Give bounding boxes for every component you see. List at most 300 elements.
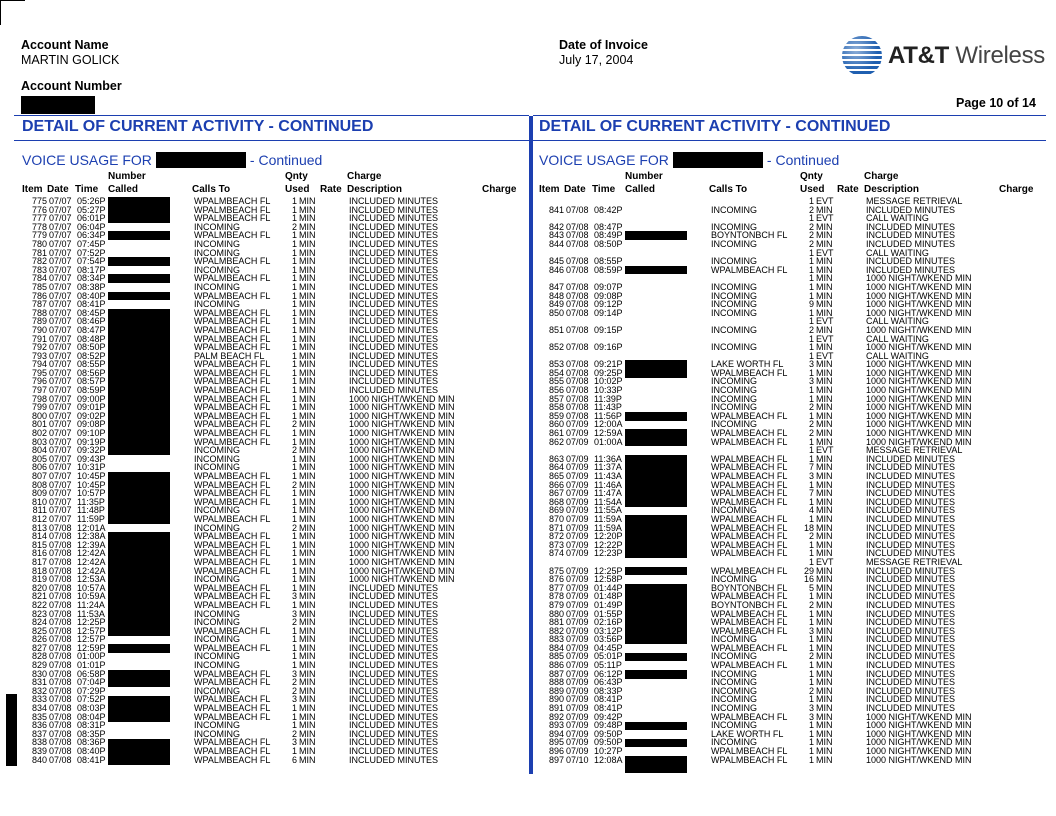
cell-unit: MIN xyxy=(299,221,316,232)
phone-number-redacted xyxy=(625,756,687,773)
cell-time: 12:01A xyxy=(77,522,106,533)
cell-desc: INCLUDED MINUTES xyxy=(349,367,439,378)
cell-time: 09:50P xyxy=(594,728,623,739)
cell-desc: INCLUDED MINUTES xyxy=(349,634,439,645)
cell-time: 08:35P xyxy=(77,728,106,739)
cell-date: 07/08 xyxy=(49,634,72,645)
cell-unit: MIN xyxy=(816,376,833,387)
cell-item: 853 xyxy=(548,359,564,370)
cell-date: 07/07 xyxy=(49,488,72,499)
cell-item: 867 xyxy=(548,488,564,499)
cell-date: 07/08 xyxy=(49,720,72,731)
cell-time: 01:00A xyxy=(594,436,623,447)
cell-unit: MIN xyxy=(299,385,316,396)
cell-time: 09:43P xyxy=(77,453,106,464)
cell-unit: MIN xyxy=(816,703,833,714)
cell-to: INCOMING xyxy=(711,393,757,404)
cell-unit: MIN xyxy=(299,703,316,714)
cell-unit: MIN xyxy=(816,256,833,267)
cell-time: 10:57A xyxy=(77,582,106,593)
cell-to: WPALMBEACH FL xyxy=(194,496,271,507)
cell-desc: 1000 NIGHT/WKEND MIN xyxy=(866,728,972,739)
cell-item: 810 xyxy=(31,496,47,507)
cell-qty: 1 xyxy=(291,625,297,636)
cell-to: INCOMING xyxy=(194,264,240,275)
table-row xyxy=(539,309,1039,318)
cell-to: LAKE WORTH FL xyxy=(711,359,784,370)
cell-unit: MIN xyxy=(816,436,833,447)
cell-unit: MIN xyxy=(299,333,316,344)
cell-qty: 1 xyxy=(808,754,814,765)
cell-desc: 1000 NIGHT/WKEND MIN xyxy=(866,436,972,447)
cell-time: 11:36A xyxy=(594,453,622,464)
cell-qty: 1 xyxy=(808,385,814,396)
cell-qty: 1 xyxy=(808,694,814,705)
cell-to: INCOMING xyxy=(194,247,240,258)
cell-time: 08:34P xyxy=(77,273,106,284)
cell-unit: MIN xyxy=(816,393,833,404)
cell-to: WPALMBEACH FL xyxy=(194,488,271,499)
cell-date: 07/09 xyxy=(566,660,589,671)
cell-item: 864 xyxy=(548,462,564,473)
cell-date: 07/09 xyxy=(566,471,589,481)
cell-desc: 1000 NIGHT/WKEND MIN xyxy=(866,299,972,310)
cell-desc: INCLUDED MINUTES xyxy=(349,273,439,284)
cell-qty: 2 xyxy=(808,651,814,662)
cell-desc: 1000 NIGHT/WKEND MIN xyxy=(349,419,455,430)
phone-number-redacted xyxy=(625,739,687,748)
cell-to: INCOMING xyxy=(711,737,757,748)
cell-desc: 1000 NIGHT/WKEND MIN xyxy=(349,402,455,413)
cell-date: 07/08 xyxy=(566,290,589,301)
cell-to: INCOMING xyxy=(711,651,757,662)
cell-unit: MIN xyxy=(299,496,316,507)
cell-desc: 1000 NIGHT/WKEND MIN xyxy=(866,367,972,378)
cell-date: 07/08 xyxy=(49,617,72,628)
cell-unit: MIN xyxy=(299,625,316,636)
cell-date: 07/08 xyxy=(49,746,72,756)
cell-to: WPALMBEACH FL xyxy=(194,479,271,490)
cell-time: 12:42A xyxy=(77,548,106,559)
cell-qty: 1 xyxy=(808,273,814,284)
phone-number-redacted xyxy=(108,627,170,636)
subscriber-redacted xyxy=(673,152,763,168)
cell-unit: MIN xyxy=(299,634,316,645)
cell-to: WPALMBEACH FL xyxy=(194,359,271,370)
cell-to: INCOMING xyxy=(194,445,240,456)
cell-time: 07:54P xyxy=(77,256,106,267)
cell-unit: MIN xyxy=(299,728,316,739)
cell-desc: 1000 NIGHT/WKEND MIN xyxy=(866,746,972,756)
cell-qty: 1 xyxy=(808,367,814,378)
cell-item: 883 xyxy=(548,634,564,645)
cell-desc: INCLUDED MINUTES xyxy=(349,385,439,396)
cell-desc: INCLUDED MINUTES xyxy=(866,634,956,645)
cell-unit: MIN xyxy=(299,410,316,421)
cell-unit: MIN xyxy=(299,290,316,301)
cell-item: 816 xyxy=(31,548,47,559)
cell-time: 03:12P xyxy=(594,625,623,636)
cell-item: 875 xyxy=(548,565,564,576)
cell-desc: 1000 NIGHT/WKEND MIN xyxy=(349,539,455,550)
cell-to: WPALMBEACH FL xyxy=(711,410,788,421)
cell-unit: MIN xyxy=(299,746,316,756)
cell-date: 07/08 xyxy=(566,376,589,387)
cell-to: WPALMBEACH FL xyxy=(194,711,271,722)
cell-desc: 1000 NIGHT/WKEND MIN xyxy=(866,385,972,396)
cell-qty: 1 xyxy=(291,350,297,361)
cell-desc: INCLUDED MINUTES xyxy=(349,754,439,765)
cell-qty: 1 xyxy=(291,634,297,645)
cell-item: 892 xyxy=(548,711,564,722)
invoice-date-label: Date of Invoice xyxy=(559,38,648,52)
cell-unit: MIN xyxy=(816,522,833,533)
cell-to: WPALMBEACH FL xyxy=(711,453,788,464)
cell-desc: INCLUDED MINUTES xyxy=(349,324,439,335)
cell-qty: 1 xyxy=(291,204,297,215)
cell-to: WPALMBEACH FL xyxy=(194,642,271,653)
cell-to: WPALMBEACH FL xyxy=(194,230,271,241)
cell-desc: INCLUDED MINUTES xyxy=(866,651,956,662)
cell-item: 887 xyxy=(548,668,564,679)
cell-qty: 1 xyxy=(291,556,297,567)
cell-date: 07/08 xyxy=(49,574,72,585)
cell-desc: INCLUDED MINUTES xyxy=(866,642,956,653)
cell-qty: 2 xyxy=(808,685,814,696)
cell-date: 07/08 xyxy=(49,599,72,610)
cell-item: 779 xyxy=(31,230,47,241)
cell-desc: 1000 NIGHT/WKEND MIN xyxy=(866,359,972,370)
cell-desc: 1000 NIGHT/WKEND MIN xyxy=(349,393,455,404)
cell-desc: INCLUDED MINUTES xyxy=(349,316,439,327)
cell-unit: MIN xyxy=(816,720,833,731)
cell-desc: 1000 NIGHT/WKEND MIN xyxy=(866,324,972,335)
cell-qty: 1 xyxy=(291,342,297,353)
cell-to: WPALMBEACH FL xyxy=(711,479,788,490)
cell-desc: INCLUDED MINUTES xyxy=(349,703,439,714)
cell-to: INCOMING xyxy=(194,617,240,628)
cell-item: 846 xyxy=(548,264,564,275)
cell-to: WPALMBEACH FL xyxy=(194,513,271,524)
table-row xyxy=(539,343,1039,352)
cell-date: 07/07 xyxy=(49,342,72,353)
cell-to: INCOMING xyxy=(194,221,240,232)
cell-to: WPALMBEACH FL xyxy=(194,316,271,327)
cell-time: 08:40P xyxy=(77,746,106,756)
cell-date: 07/08 xyxy=(49,548,72,559)
cell-qty: 1 xyxy=(291,548,297,559)
cell-unit: MIN xyxy=(299,445,316,456)
cell-time: 07:52P xyxy=(77,694,106,705)
globe-icon xyxy=(842,36,882,76)
cell-unit: MIN xyxy=(816,539,833,550)
cell-unit: MIN xyxy=(299,565,316,576)
cell-to: INCOMING xyxy=(194,505,240,516)
cell-desc: INCLUDED MINUTES xyxy=(866,660,956,671)
cell-qty: 1 xyxy=(291,410,297,421)
cell-time: 09:07P xyxy=(594,281,623,292)
cell-item: 798 xyxy=(31,393,47,404)
phone-number-redacted xyxy=(625,670,687,679)
cell-desc: INCLUDED MINUTES xyxy=(349,290,439,301)
cell-date: 07/07 xyxy=(49,393,72,404)
cell-qty: 2 xyxy=(291,522,297,533)
cell-to: WPALMBEACH FL xyxy=(194,668,271,679)
cell-date: 07/07 xyxy=(49,350,72,361)
cell-to: INCOMING xyxy=(711,376,757,387)
cell-time: 12:57P xyxy=(77,625,106,636)
cell-unit: MIN xyxy=(299,453,316,464)
cell-desc: INCLUDED MINUTES xyxy=(866,462,956,473)
cell-date: 07/08 xyxy=(49,642,72,653)
cell-time: 08:41P xyxy=(77,299,106,310)
cell-desc: 1000 NIGHT/WKEND MIN xyxy=(866,402,972,413)
cell-qty: 1 xyxy=(808,591,814,602)
cell-qty: 1 xyxy=(291,299,297,310)
cell-item: 872 xyxy=(548,531,564,542)
cell-time: 08:52P xyxy=(77,350,106,361)
cell-to: WPALMBEACH FL xyxy=(711,462,788,473)
cell-time: 05:27P xyxy=(77,204,106,215)
phone-number-redacted xyxy=(625,412,687,421)
cell-date: 07/09 xyxy=(566,565,589,576)
cell-unit: EVT xyxy=(816,445,834,456)
cell-qty: 2 xyxy=(291,685,297,696)
cell-qty: 2 xyxy=(291,221,297,232)
cell-qty: 2 xyxy=(808,531,814,542)
cell-date: 07/07 xyxy=(49,385,72,396)
cell-to: INCOMING xyxy=(711,694,757,705)
cell-unit: MIN xyxy=(299,471,316,481)
cell-qty: 2 xyxy=(291,445,297,456)
cell-time: 12:23P xyxy=(594,548,623,559)
cell-qty: 1 xyxy=(291,660,297,671)
cell-to: WPALMBEACH FL xyxy=(711,660,788,671)
cell-unit: MIN xyxy=(816,582,833,593)
cell-unit: MIN xyxy=(299,608,316,619)
cell-to: INCOMING xyxy=(711,324,757,335)
cell-unit: MIN xyxy=(299,522,316,533)
cell-date: 07/07 xyxy=(49,453,72,464)
cell-time: 12:59A xyxy=(594,428,623,439)
phone-number-redacted xyxy=(625,231,687,240)
cell-unit: MIN xyxy=(816,754,833,765)
cell-to: INCOMING xyxy=(711,281,757,292)
cell-time: 09:32P xyxy=(77,445,106,456)
cell-unit: MIN xyxy=(299,238,316,249)
cell-to: WPALMBEACH FL xyxy=(194,471,271,481)
cell-qty: 3 xyxy=(291,591,297,602)
cell-qty: 1 xyxy=(291,488,297,499)
cell-date: 07/07 xyxy=(49,462,72,473)
cell-to: INCOMING xyxy=(194,634,240,645)
table-row xyxy=(539,240,1039,249)
cell-item: 896 xyxy=(548,746,564,756)
phone-number-redacted xyxy=(625,266,687,275)
cell-unit: MIN xyxy=(299,513,316,524)
table-row xyxy=(539,549,1039,558)
cell-desc: INCLUDED MINUTES xyxy=(866,625,956,636)
cell-desc: 1000 NIGHT/WKEND MIN xyxy=(349,513,455,524)
cell-date: 07/08 xyxy=(49,608,72,619)
cell-date: 07/08 xyxy=(49,565,72,576)
cell-time: 10:33P xyxy=(594,385,623,396)
cell-unit: MIN xyxy=(816,462,833,473)
cell-desc: INCLUDED MINUTES xyxy=(866,238,956,249)
cell-to: INCOMING xyxy=(194,281,240,292)
cell-date: 07/08 xyxy=(49,694,72,705)
att-wireless-logo xyxy=(842,36,1045,76)
cell-time: 07:52P xyxy=(77,247,106,258)
cell-desc: INCLUDED MINUTES xyxy=(349,264,439,275)
cell-desc: INCLUDED MINUTES xyxy=(349,247,439,258)
table-row xyxy=(539,326,1039,335)
cell-to: INCOMING xyxy=(194,299,240,310)
cell-date: 07/08 xyxy=(49,754,72,765)
phone-number-redacted xyxy=(108,274,170,283)
cell-desc: INCLUDED MINUTES xyxy=(349,599,439,610)
cell-time: 06:01P xyxy=(77,213,106,224)
cell-qty: 1 xyxy=(808,720,814,731)
cell-item: 782 xyxy=(31,256,47,267)
account-name-label: Account Name xyxy=(21,38,109,52)
cell-to: WPALMBEACH FL xyxy=(711,548,788,559)
cell-time: 09:08P xyxy=(77,419,106,430)
cell-desc: INCLUDED MINUTES xyxy=(349,342,439,353)
cell-unit: MIN xyxy=(816,677,833,688)
cell-qty: 1 xyxy=(808,479,814,490)
cell-to: WPALMBEACH FL xyxy=(194,196,271,206)
cell-item: 809 xyxy=(31,488,47,499)
cell-time: 06:43P xyxy=(594,677,623,688)
cell-qty: 2 xyxy=(808,238,814,249)
cell-time: 11:35P xyxy=(77,496,105,507)
cell-date: 07/08 xyxy=(566,359,589,370)
cell-date: 07/07 xyxy=(49,281,72,292)
cell-date: 07/09 xyxy=(566,591,589,602)
cell-qty: 1 xyxy=(808,642,814,653)
cell-to: INCOMING xyxy=(711,221,757,232)
cell-unit: MIN xyxy=(299,660,316,671)
cell-item: 891 xyxy=(548,703,564,714)
cell-item: 788 xyxy=(31,307,47,318)
cell-time: 11:54A xyxy=(594,496,622,507)
cell-qty: 1 xyxy=(291,471,297,481)
cell-desc: INCLUDED MINUTES xyxy=(349,642,439,653)
cell-time: 11:59A xyxy=(594,522,622,533)
cell-qty: 1 xyxy=(808,513,814,524)
cell-desc: INCLUDED MINUTES xyxy=(866,703,956,714)
usage-column-left xyxy=(22,171,522,764)
cell-desc: INCLUDED MINUTES xyxy=(866,496,956,507)
cell-item: 882 xyxy=(548,625,564,636)
cell-qty: 6 xyxy=(291,754,297,765)
cell-date: 07/07 xyxy=(49,419,72,430)
cell-item: 859 xyxy=(548,410,564,421)
cell-to: INCOMING xyxy=(194,720,240,731)
cell-unit: MIN xyxy=(299,754,316,765)
cell-time: 12:08A xyxy=(594,754,623,765)
cell-desc: 1000 NIGHT/WKEND MIN xyxy=(866,393,972,404)
cell-item: 817 xyxy=(31,556,47,567)
cell-desc: 1000 NIGHT/WKEND MIN xyxy=(349,471,455,481)
cell-date: 07/08 xyxy=(49,668,72,679)
cell-item: 894 xyxy=(548,728,564,739)
phone-number-redacted xyxy=(108,739,170,765)
cell-desc: INCLUDED MINUTES xyxy=(349,685,439,696)
cell-to: WPALMBEACH FL xyxy=(194,410,271,421)
cell-desc: INCLUDED MINUTES xyxy=(349,281,439,292)
cell-qty: 3 xyxy=(808,471,814,481)
cell-item: 807 xyxy=(31,471,47,481)
cell-date: 07/07 xyxy=(49,445,72,456)
cell-item: 819 xyxy=(31,574,47,585)
cell-desc: INCLUDED MINUTES xyxy=(866,539,956,550)
cell-qty: 2 xyxy=(291,479,297,490)
phone-number-redacted xyxy=(108,257,170,266)
cell-date: 07/10 xyxy=(566,754,589,765)
cell-to: INCOMING xyxy=(711,204,757,215)
cell-qty: 1 xyxy=(808,453,814,464)
cell-desc: INCLUDED MINUTES xyxy=(866,522,956,533)
cell-item: 821 xyxy=(31,591,47,602)
cell-desc: 1000 NIGHT/WKEND MIN xyxy=(349,428,455,439)
cell-qty: 18 xyxy=(803,522,814,533)
phone-number-redacted xyxy=(625,429,687,446)
cell-time: 06:04P xyxy=(77,221,106,232)
cell-to: WPALMBEACH FL xyxy=(194,625,271,636)
cell-date: 07/09 xyxy=(566,642,589,653)
cell-date: 07/08 xyxy=(566,410,589,421)
cell-desc: INCLUDED MINUTES xyxy=(349,196,439,206)
cell-desc: INCLUDED MINUTES xyxy=(349,651,439,662)
cell-time: 09:21P xyxy=(594,359,623,370)
cell-qty: 1 xyxy=(808,316,814,327)
cell-date: 07/07 xyxy=(49,307,72,318)
cell-date: 07/07 xyxy=(49,367,72,378)
cell-date: 07/09 xyxy=(566,728,589,739)
cell-time: 09:42P xyxy=(594,711,623,722)
phone-number-redacted xyxy=(108,670,170,687)
cell-qty: 1 xyxy=(808,746,814,756)
cell-time: 10:59A xyxy=(77,591,106,602)
cell-unit: MIN xyxy=(299,367,316,378)
cell-qty: 1 xyxy=(291,496,297,507)
cell-unit: MIN xyxy=(816,342,833,353)
account-name-block xyxy=(21,38,119,68)
cell-desc: MESSAGE RETRIEVAL xyxy=(866,445,963,456)
cell-date: 07/07 xyxy=(49,213,72,224)
cell-unit: MIN xyxy=(816,642,833,653)
cell-desc: INCLUDED MINUTES xyxy=(866,479,956,490)
cell-to: WPALMBEACH FL xyxy=(711,625,788,636)
cell-desc: INCLUDED MINUTES xyxy=(349,728,439,739)
cell-desc: INCLUDED MINUTES xyxy=(866,599,956,610)
cell-unit: MIN xyxy=(299,685,316,696)
cell-unit: MIN xyxy=(299,316,316,327)
cell-unit: MIN xyxy=(816,513,833,524)
cell-to: WPALMBEACH FL xyxy=(194,333,271,344)
cell-unit: MIN xyxy=(816,385,833,396)
cell-to: INCOMING xyxy=(711,668,757,679)
cell-date: 07/07 xyxy=(49,247,72,258)
cell-to: WPALMBEACH FL xyxy=(194,385,271,396)
cell-item: 818 xyxy=(31,565,47,576)
subscriber-redacted xyxy=(156,152,246,168)
cell-date: 07/09 xyxy=(566,694,589,705)
account-name: MARTIN GOLICK xyxy=(21,53,120,67)
cell-item: 857 xyxy=(548,393,564,404)
